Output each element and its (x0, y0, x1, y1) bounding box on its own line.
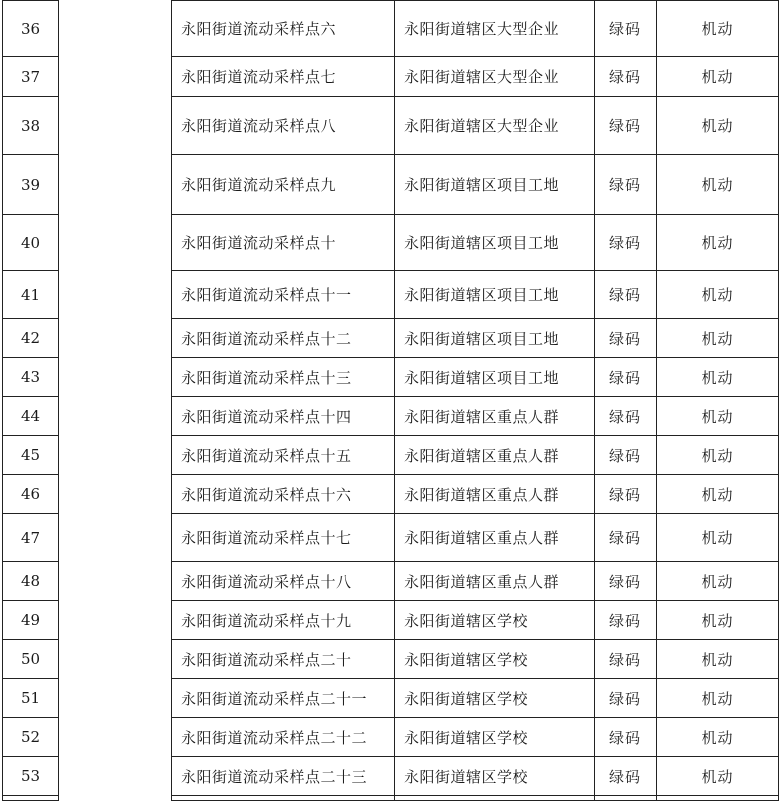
table-row (3, 1, 779, 57)
row-number: 38 (3, 97, 59, 155)
service-area: 永阳街道辖区项目工地 (395, 155, 595, 215)
health-code: 绿码 (595, 57, 657, 97)
health-code: 绿码 (595, 1, 657, 57)
sampling-site-name: 永阳街道流动采样点十八 (172, 562, 395, 601)
sampling-site-name: 永阳街道流动采样点十二 (172, 319, 395, 358)
health-code: 绿码 (595, 601, 657, 640)
row-number: 43 (3, 358, 59, 397)
sampling-site-name: 永阳街道流动采样点八 (172, 97, 395, 155)
sampling-site-name: 永阳街道流动采样点二十一 (172, 679, 395, 718)
site-type: 机动 (657, 271, 779, 319)
sampling-site-name: 永阳街道流动采样点十五 (172, 436, 395, 475)
site-type: 机动 (657, 215, 779, 271)
health-code: 绿码 (595, 757, 657, 796)
row-number: 45 (3, 436, 59, 475)
site-type: 机动 (657, 319, 779, 358)
site-type: 机动 (657, 475, 779, 514)
service-area: 永阳街道辖区项目工地 (395, 271, 595, 319)
health-code: 绿码 (595, 562, 657, 601)
sampling-site-name: 永阳街道流动采样点十 (172, 215, 395, 271)
table-body (3, 1, 779, 801)
service-area: 永阳街道辖区重点人群 (395, 397, 595, 436)
service-area: 永阳街道辖区大型企业 (395, 1, 595, 57)
empty-cell (595, 796, 657, 801)
service-area: 永阳街道辖区项目工地 (395, 215, 595, 271)
row-number: 46 (3, 475, 59, 514)
site-type: 机动 (657, 640, 779, 679)
site-type: 机动 (657, 718, 779, 757)
sampling-site-name: 永阳街道流动采样点七 (172, 57, 395, 97)
sampling-site-name: 永阳街道流动采样点二十 (172, 640, 395, 679)
health-code: 绿码 (595, 640, 657, 679)
service-area: 永阳街道辖区重点人群 (395, 436, 595, 475)
site-type: 机动 (657, 514, 779, 562)
site-type: 机动 (657, 155, 779, 215)
service-area: 永阳街道辖区大型企业 (395, 97, 595, 155)
service-area: 永阳街道辖区学校 (395, 679, 595, 718)
sampling-sites-table (2, 0, 779, 801)
empty-cell (657, 796, 779, 801)
site-type: 机动 (657, 562, 779, 601)
site-type: 机动 (657, 601, 779, 640)
site-type: 机动 (657, 757, 779, 796)
sampling-site-name: 永阳街道流动采样点六 (172, 1, 395, 57)
row-number: 40 (3, 215, 59, 271)
health-code: 绿码 (595, 436, 657, 475)
empty-cell (395, 796, 595, 801)
empty-cell (172, 796, 395, 801)
row-number: 48 (3, 562, 59, 601)
row-number: 50 (3, 640, 59, 679)
service-area: 永阳街道辖区学校 (395, 640, 595, 679)
health-code: 绿码 (595, 475, 657, 514)
health-code: 绿码 (595, 155, 657, 215)
site-type: 机动 (657, 97, 779, 155)
row-number: 53 (3, 757, 59, 796)
merged-district-cell (59, 1, 172, 801)
row-number: 51 (3, 679, 59, 718)
row-number: 52 (3, 718, 59, 757)
site-type: 机动 (657, 1, 779, 57)
sampling-site-name: 永阳街道流动采样点十一 (172, 271, 395, 319)
service-area: 永阳街道辖区重点人群 (395, 562, 595, 601)
health-code: 绿码 (595, 718, 657, 757)
sampling-site-name: 永阳街道流动采样点九 (172, 155, 395, 215)
health-code: 绿码 (595, 271, 657, 319)
service-area: 永阳街道辖区重点人群 (395, 475, 595, 514)
row-number: 39 (3, 155, 59, 215)
health-code: 绿码 (595, 358, 657, 397)
row-number: 44 (3, 397, 59, 436)
row-number: 42 (3, 319, 59, 358)
site-type: 机动 (657, 679, 779, 718)
empty-cell (3, 796, 59, 801)
sampling-site-name: 永阳街道流动采样点二十三 (172, 757, 395, 796)
site-type: 机动 (657, 358, 779, 397)
health-code: 绿码 (595, 397, 657, 436)
sampling-site-name: 永阳街道流动采样点十三 (172, 358, 395, 397)
sampling-site-name: 永阳街道流动采样点十四 (172, 397, 395, 436)
service-area: 永阳街道辖区学校 (395, 757, 595, 796)
sampling-site-name: 永阳街道流动采样点十六 (172, 475, 395, 514)
sampling-site-name: 永阳街道流动采样点十七 (172, 514, 395, 562)
row-number: 36 (3, 1, 59, 57)
row-number: 47 (3, 514, 59, 562)
site-type: 机动 (657, 57, 779, 97)
service-area: 永阳街道辖区学校 (395, 718, 595, 757)
service-area: 永阳街道辖区大型企业 (395, 57, 595, 97)
service-area: 永阳街道辖区项目工地 (395, 358, 595, 397)
health-code: 绿码 (595, 679, 657, 718)
health-code: 绿码 (595, 215, 657, 271)
row-number: 41 (3, 271, 59, 319)
row-number: 49 (3, 601, 59, 640)
health-code: 绿码 (595, 514, 657, 562)
row-number: 37 (3, 57, 59, 97)
site-type: 机动 (657, 397, 779, 436)
sampling-site-name: 永阳街道流动采样点二十二 (172, 718, 395, 757)
service-area: 永阳街道辖区学校 (395, 601, 595, 640)
health-code: 绿码 (595, 97, 657, 155)
service-area: 永阳街道辖区项目工地 (395, 319, 595, 358)
sampling-site-name: 永阳街道流动采样点十九 (172, 601, 395, 640)
health-code: 绿码 (595, 319, 657, 358)
service-area: 永阳街道辖区重点人群 (395, 514, 595, 562)
site-type: 机动 (657, 436, 779, 475)
